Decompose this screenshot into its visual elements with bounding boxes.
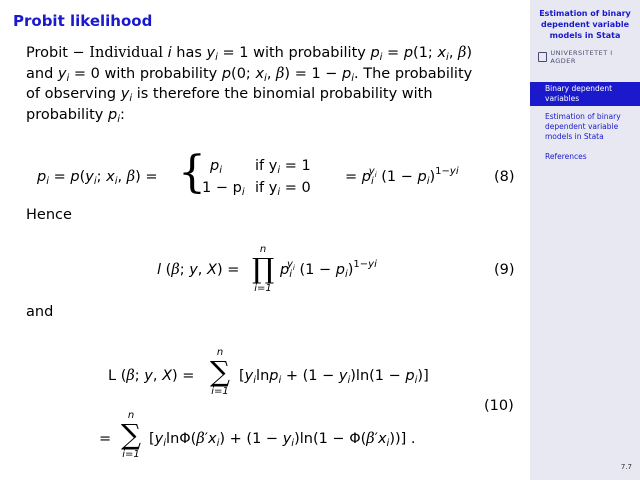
sum-symbol: ∑ bbox=[210, 355, 230, 388]
sub-i: i bbox=[66, 72, 70, 84]
var-beta: β bbox=[458, 45, 467, 61]
sidebar-item-estimation[interactable]: Estimation of binary dependent variable models in Stata bbox=[545, 112, 621, 141]
eq9-lhs: l (β; y, X) = bbox=[157, 262, 240, 278]
case1-cond: if y bbox=[255, 158, 278, 174]
eq8-brace: { bbox=[178, 147, 206, 198]
eq9-number: (9) bbox=[494, 262, 515, 278]
sidebar-title[interactable]: Estimation of binary dependent variable models in Stata bbox=[539, 9, 631, 40]
intro-paragraph: Probit − Individual i has $y_i = 1$ with probability $p_i = p(1$; $x_i$, β) and $y_i = 0$ with probability p(0; $x_i$, $\beta) = 1 - p_i$. The probability of observing $y_i$ is therefore the binomial probability with probability $p_i$: bbox=[26, 45, 473, 125]
intro-word-probit: Probit bbox=[26, 45, 68, 61]
product-symbol: ∏ bbox=[251, 252, 275, 285]
logo-icon bbox=[538, 52, 547, 62]
eq9-rhs: $p_i^{y_i}$ $(1 - p_i)^{1-yi}$ bbox=[280, 259, 377, 280]
intro-text: − Individual bbox=[67, 45, 168, 61]
intro-text: = 1 with probability bbox=[217, 45, 371, 61]
sum-symbol: ∑ bbox=[121, 418, 141, 451]
page-number: 7.7 bbox=[620, 463, 632, 471]
eq10-sum2 bbox=[116, 410, 146, 460]
var-p: p bbox=[342, 65, 352, 82]
sidebar-item-binary-dependent-variables[interactable]: Binary dependent variables bbox=[530, 82, 640, 106]
sub-i: i bbox=[264, 72, 267, 84]
intro-text: : bbox=[119, 106, 125, 123]
eq8-case1: $p_i$ bbox=[210, 158, 222, 176]
fn-p: p bbox=[403, 45, 414, 61]
slide-title: Probit likelihood bbox=[13, 12, 153, 30]
eq8-number: (8) bbox=[494, 169, 515, 185]
eq10-line2-eq: = bbox=[99, 431, 112, 447]
fn-p: p bbox=[221, 65, 232, 82]
university-logo bbox=[538, 49, 634, 65]
eq8-case1-cond: if $y_i = 1$ bbox=[255, 158, 311, 176]
sub-i: i bbox=[129, 93, 133, 104]
intro-text: is therefore the binomial probability with bbox=[132, 86, 433, 102]
eq10-lhs: L (β; y, X) = bbox=[108, 368, 195, 384]
intro-text: and bbox=[26, 65, 58, 82]
intro-text: ) = 1 − bbox=[284, 65, 343, 82]
sum-upper: n bbox=[216, 347, 224, 358]
prod-lower: i=1 bbox=[254, 283, 272, 294]
case1-val: p bbox=[210, 158, 220, 174]
eq8-lhs: $p_i = p(y_i$; $x_i$, β) = bbox=[37, 169, 158, 187]
intro-text: (0; bbox=[231, 65, 256, 82]
intro-text: . The probability bbox=[354, 65, 473, 82]
var-p: p bbox=[370, 45, 380, 61]
hence-text: Hence bbox=[26, 207, 72, 223]
and-text: and bbox=[26, 304, 54, 320]
intro-text: = 0 with probability bbox=[69, 65, 222, 82]
var-y: y bbox=[57, 65, 67, 82]
var-y: y bbox=[206, 45, 216, 61]
case1-eq: = 1 bbox=[280, 158, 311, 174]
sub-i: i bbox=[351, 72, 355, 84]
sum-upper: n bbox=[127, 410, 135, 421]
sidebar-item-references[interactable]: References bbox=[545, 152, 587, 161]
sub-i: i bbox=[215, 52, 218, 63]
var-p: p bbox=[107, 106, 118, 123]
sum-lower: i=1 bbox=[211, 386, 229, 397]
var-y: y bbox=[120, 86, 130, 102]
var-x: x bbox=[437, 45, 447, 61]
eq10-line2-rhs: $[y_i\ln\Phi(\beta'x_i) + (1 - y_i)\ln(1 - \Phi(\beta'x_i))]$ . bbox=[149, 431, 416, 449]
eq10-sum1 bbox=[205, 347, 235, 397]
intro-index: i bbox=[167, 45, 172, 61]
sub-i: i bbox=[117, 113, 120, 125]
intro-text: ) bbox=[466, 45, 473, 61]
var-x: x bbox=[255, 65, 265, 82]
sidebar bbox=[530, 0, 640, 480]
prod-upper: n bbox=[259, 244, 267, 255]
case2-val: 1 − p bbox=[202, 180, 242, 196]
intro-text: probability bbox=[26, 106, 108, 123]
eq10-number: (10) bbox=[484, 398, 514, 414]
eq8-rhs: = $p_i^{y_i}$ $(1 - p_i)^{1-yi}$ bbox=[345, 166, 459, 187]
case2-cond: if y bbox=[255, 180, 278, 196]
eq8-case2: $1 - p_i$ bbox=[202, 180, 245, 198]
case2-eq: = 0 bbox=[280, 180, 311, 196]
logo-text: UNIVERSITETET I AGDER bbox=[550, 49, 613, 65]
intro-text: of observing bbox=[26, 86, 121, 102]
intro-text: (1; bbox=[413, 45, 438, 61]
sub-i: i bbox=[379, 52, 383, 63]
sub-i: i bbox=[446, 52, 449, 63]
var-beta: β bbox=[276, 65, 285, 82]
eq8-case2-cond: if $y_i = 0$ bbox=[255, 180, 311, 198]
sum-lower: i=1 bbox=[122, 449, 140, 460]
intro-text: has bbox=[171, 45, 207, 61]
eq10-line1-rhs: $[y_i\ln p_i + (1 - y_i)\ln(1 - p_i)]$ bbox=[239, 368, 429, 386]
eq9-product bbox=[249, 244, 277, 294]
intro-text: = bbox=[382, 45, 404, 61]
